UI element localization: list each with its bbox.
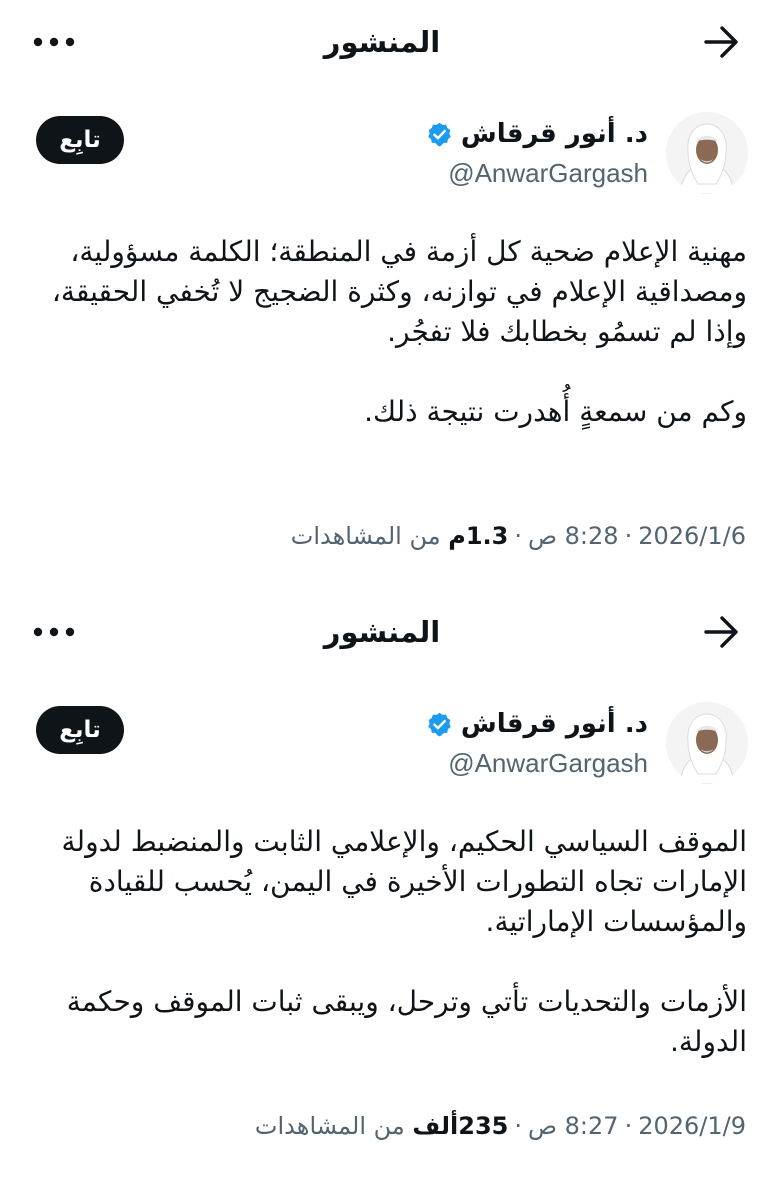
verified-badge-icon — [426, 711, 453, 738]
author-handle[interactable]: @AnwarGargash — [448, 748, 648, 778]
avatar-image — [666, 112, 748, 194]
author-name[interactable]: د. أنور قرقاش — [460, 119, 648, 149]
post-meta — [255, 1106, 746, 1146]
author-row — [0, 108, 764, 198]
avatar[interactable] — [666, 702, 748, 784]
separator-dot: · — [514, 522, 522, 550]
post-text — [27, 822, 747, 1062]
author-name-line[interactable] — [426, 116, 648, 152]
separator-dot: · — [624, 1112, 633, 1140]
post-paragraph: الموقف السياسي الحكيم، والإعلامي الثابت والمنضبط لدولة الإمارات تجاه التطورات الأخيرة في اليمن، يُحسب للقيادة والمؤسسات الإماراتية. — [61, 825, 747, 938]
follow-button[interactable]: تابِع — [36, 706, 124, 754]
separator-dot: · — [624, 522, 633, 550]
author-name-line[interactable] — [426, 706, 648, 742]
post-header — [0, 590, 764, 674]
post-header — [0, 0, 764, 84]
more-options-button[interactable] — [30, 610, 78, 654]
follow-button[interactable]: تابِع — [36, 116, 124, 164]
header-title: المنشور — [323, 25, 441, 59]
separator-dot: · — [514, 1112, 522, 1140]
author-row — [0, 698, 764, 788]
post-time[interactable]: 8:28 ص — [528, 522, 619, 550]
post-time[interactable]: 8:27 ص — [528, 1112, 619, 1140]
views-label: من المشاهدات — [254, 1112, 405, 1140]
views-label: من المشاهدات — [290, 522, 441, 550]
avatar-image — [666, 702, 748, 784]
post-paragraph: الأزمات والتحديات تأتي وترحل، ويبقى ثبات الموقف وحكمة الدولة. — [66, 985, 747, 1058]
post-paragraph: وكم من سمعةٍ أُهدرت نتيجة ذلك. — [364, 395, 747, 428]
avatar[interactable] — [666, 112, 748, 194]
header-title: المنشور — [323, 615, 441, 649]
post-date[interactable]: 2026/1/9 — [638, 1112, 746, 1140]
views-count[interactable]: 235ألف — [412, 1112, 509, 1140]
post-meta — [291, 516, 746, 556]
verified-badge-icon — [426, 121, 453, 148]
more-horizontal-icon — [33, 627, 75, 637]
post-date[interactable]: 2026/1/6 — [638, 522, 746, 550]
more-horizontal-icon — [33, 37, 75, 47]
post-text — [27, 232, 747, 432]
author-handle[interactable]: @AnwarGargash — [448, 158, 648, 188]
author-name[interactable]: د. أنور قرقاش — [460, 709, 648, 739]
more-options-button[interactable] — [30, 20, 78, 64]
views-count[interactable]: 1.3م — [448, 522, 509, 550]
post-paragraph: مهنية الإعلام ضحية كل أزمة في المنطقة؛ الكلمة مسؤولية، ومصداقية الإعلام في توازنه، وكثرة الضجيج لا تُخفي الحقيقة، وإذا لم تسمُو بخطابك فلا تفجُر. — [51, 235, 747, 348]
